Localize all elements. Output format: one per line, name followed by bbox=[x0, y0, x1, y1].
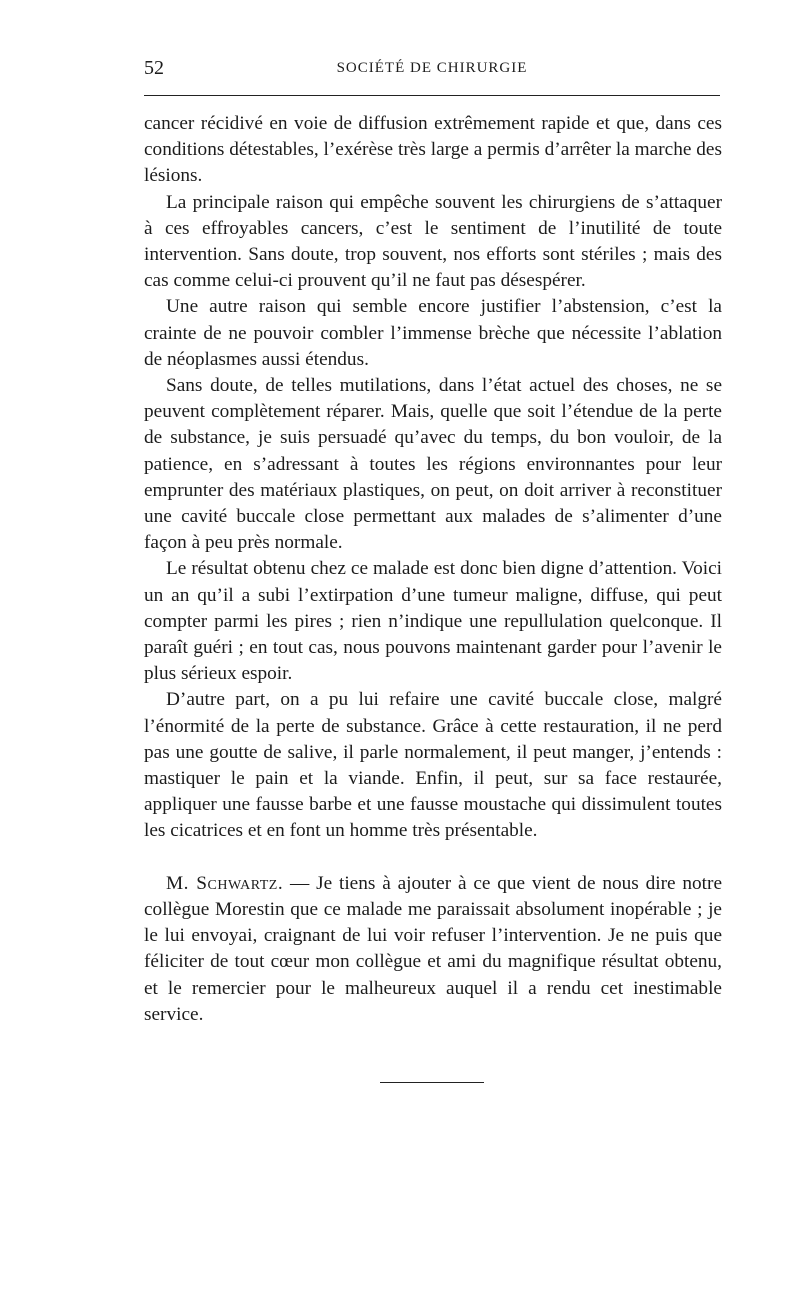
paragraph-other-reason: Une autre raison qui semble encore justifier l’abstension, c’est la crainte de ne pouvoir combler l’immense brèche que nécessite l’ablation de néoplasmes aussi étendus. bbox=[144, 296, 722, 370]
speaker-name: M. Schwartz. bbox=[166, 872, 284, 894]
page-header bbox=[144, 56, 720, 80]
section-end-rule bbox=[380, 1082, 484, 1083]
speech-text: — Je tiens à ajouter à ce que vient de nous dire notre collègue Morestin que ce malade me paraissait absolument inopérable ; je le lui envoyai, craignant de lui voir refuser l’intervention. Je ne puis que féliciter de tout cœur mon collègue et ami du magnifique résultat obtenu, et le remercier pour le malheureux auquel il a rendu cet inestimable service. bbox=[144, 872, 722, 1025]
paragraph-schwartz-remark bbox=[144, 871, 722, 1028]
paragraph-continuation: cancer récidivé en voie de diffusion extrêmement rapide et que, dans ces conditions détestables, l’exérèse très large a permis d’arrêter la marche des lésions. bbox=[144, 113, 722, 187]
paragraph-mutilations: Sans doute, de telles mutilations, dans l’état actuel des choses, ne se peuvent complètement réparer. Mais, quelle que soit l’étendue de la perte de substance, je suis persuadé qu’avec du temps, du bon vouloir, de la patience, en s’adressant à toutes les régions environnantes pour leur emprunter des matériaux plastiques, on peut, on doit arriver à reconstituer une cavité buccale close permettant aux malades de s’alimenter d’une façon à peu près normale. bbox=[144, 375, 722, 554]
page-number: 52 bbox=[144, 57, 164, 79]
paragraph-restoration: D’autre part, on a pu lui refaire une cavité buccale close, malgré l’énormité de la perte de substance. Grâce à cette restauration, il ne perd pas une goutte de salive, il parle normalement, il peut manger, j’entends : mastiquer le pain et la viande. Enfin, il peut, sur sa face restaurée, appliquer une fausse barbe et une fausse moustache qui dissimulent toutes les cicatrices et en font un homme très présentable. bbox=[144, 689, 722, 842]
paragraph-principal-reason: La principale raison qui empêche souvent les chirurgiens de s’attaquer à ces effroyables cancers, c’est le sentiment de l’inutilité de toute intervention. Sans doute, trop souvent, nos efforts sont stériles ; mais des cas comme celui-ci prouvent qu’il ne faut pas désespérer. bbox=[144, 191, 722, 292]
paragraph-result: Le résultat obtenu chez ce malade est donc bien digne d’attention. Voici un an qu’il a subi l’extirpation d’une tumeur maligne, diffuse, qui peut compter parmi les pires ; rien n’indique une repullulation quelconque. Il paraît guéri ; en tout cas, nous pouvons maintenant garder pour l’avenir le plus sérieux espoir. bbox=[144, 558, 722, 685]
header-rule bbox=[144, 95, 720, 96]
body-text bbox=[144, 111, 722, 1028]
running-title: SOCIÉTÉ DE CHIRURGIE bbox=[336, 60, 528, 76]
